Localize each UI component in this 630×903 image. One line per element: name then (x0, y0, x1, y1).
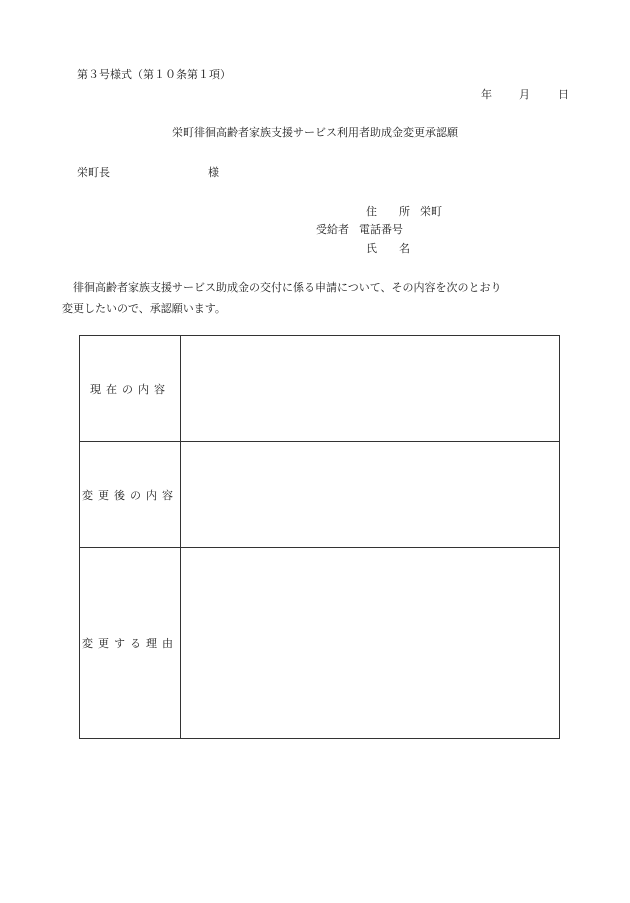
current-content-field[interactable] (181, 336, 560, 442)
document-title: 栄町徘徊高齢者家族支援サービス利用者助成金変更承認願 (172, 126, 458, 139)
addressee (77, 164, 219, 180)
date-year: 年 (481, 88, 492, 101)
address-value: 栄町 (420, 205, 442, 218)
applicant-address-row (366, 203, 442, 219)
addressee-name: 栄町長 (77, 166, 110, 179)
addressee-honorific: 様 (208, 166, 219, 179)
change-reason-field[interactable] (181, 548, 560, 739)
table-row-current (80, 336, 560, 442)
form-number: 第３号様式（第１０条第１項） (77, 68, 231, 81)
phone-label: 電話番号 (359, 223, 403, 236)
label-change-reason: 変更する理由 (80, 548, 181, 739)
applicant-phone-row (316, 221, 403, 237)
table-row-reason (80, 548, 560, 739)
changed-content-field[interactable] (181, 442, 560, 548)
address-label: 住 所 (366, 205, 410, 218)
body-line-1: 徘徊高齢者家族支援サービス助成金の交付に係る申請について、その内容を次のとおり (73, 281, 502, 294)
change-table (79, 335, 560, 739)
date-month: 月 (519, 88, 530, 101)
request-body (62, 277, 568, 319)
applicant-heading: 受給者 (316, 223, 349, 236)
table-row-after (80, 442, 560, 548)
applicant-name-row (366, 240, 410, 256)
body-line-2: 変更したいので、承認願います。 (62, 302, 226, 315)
label-current-content: 現在の内容 (80, 336, 181, 442)
label-changed-content: 変更後の内容 (80, 442, 181, 548)
date-line (481, 86, 569, 102)
name-label: 氏 名 (366, 242, 410, 255)
date-day: 日 (558, 88, 569, 101)
